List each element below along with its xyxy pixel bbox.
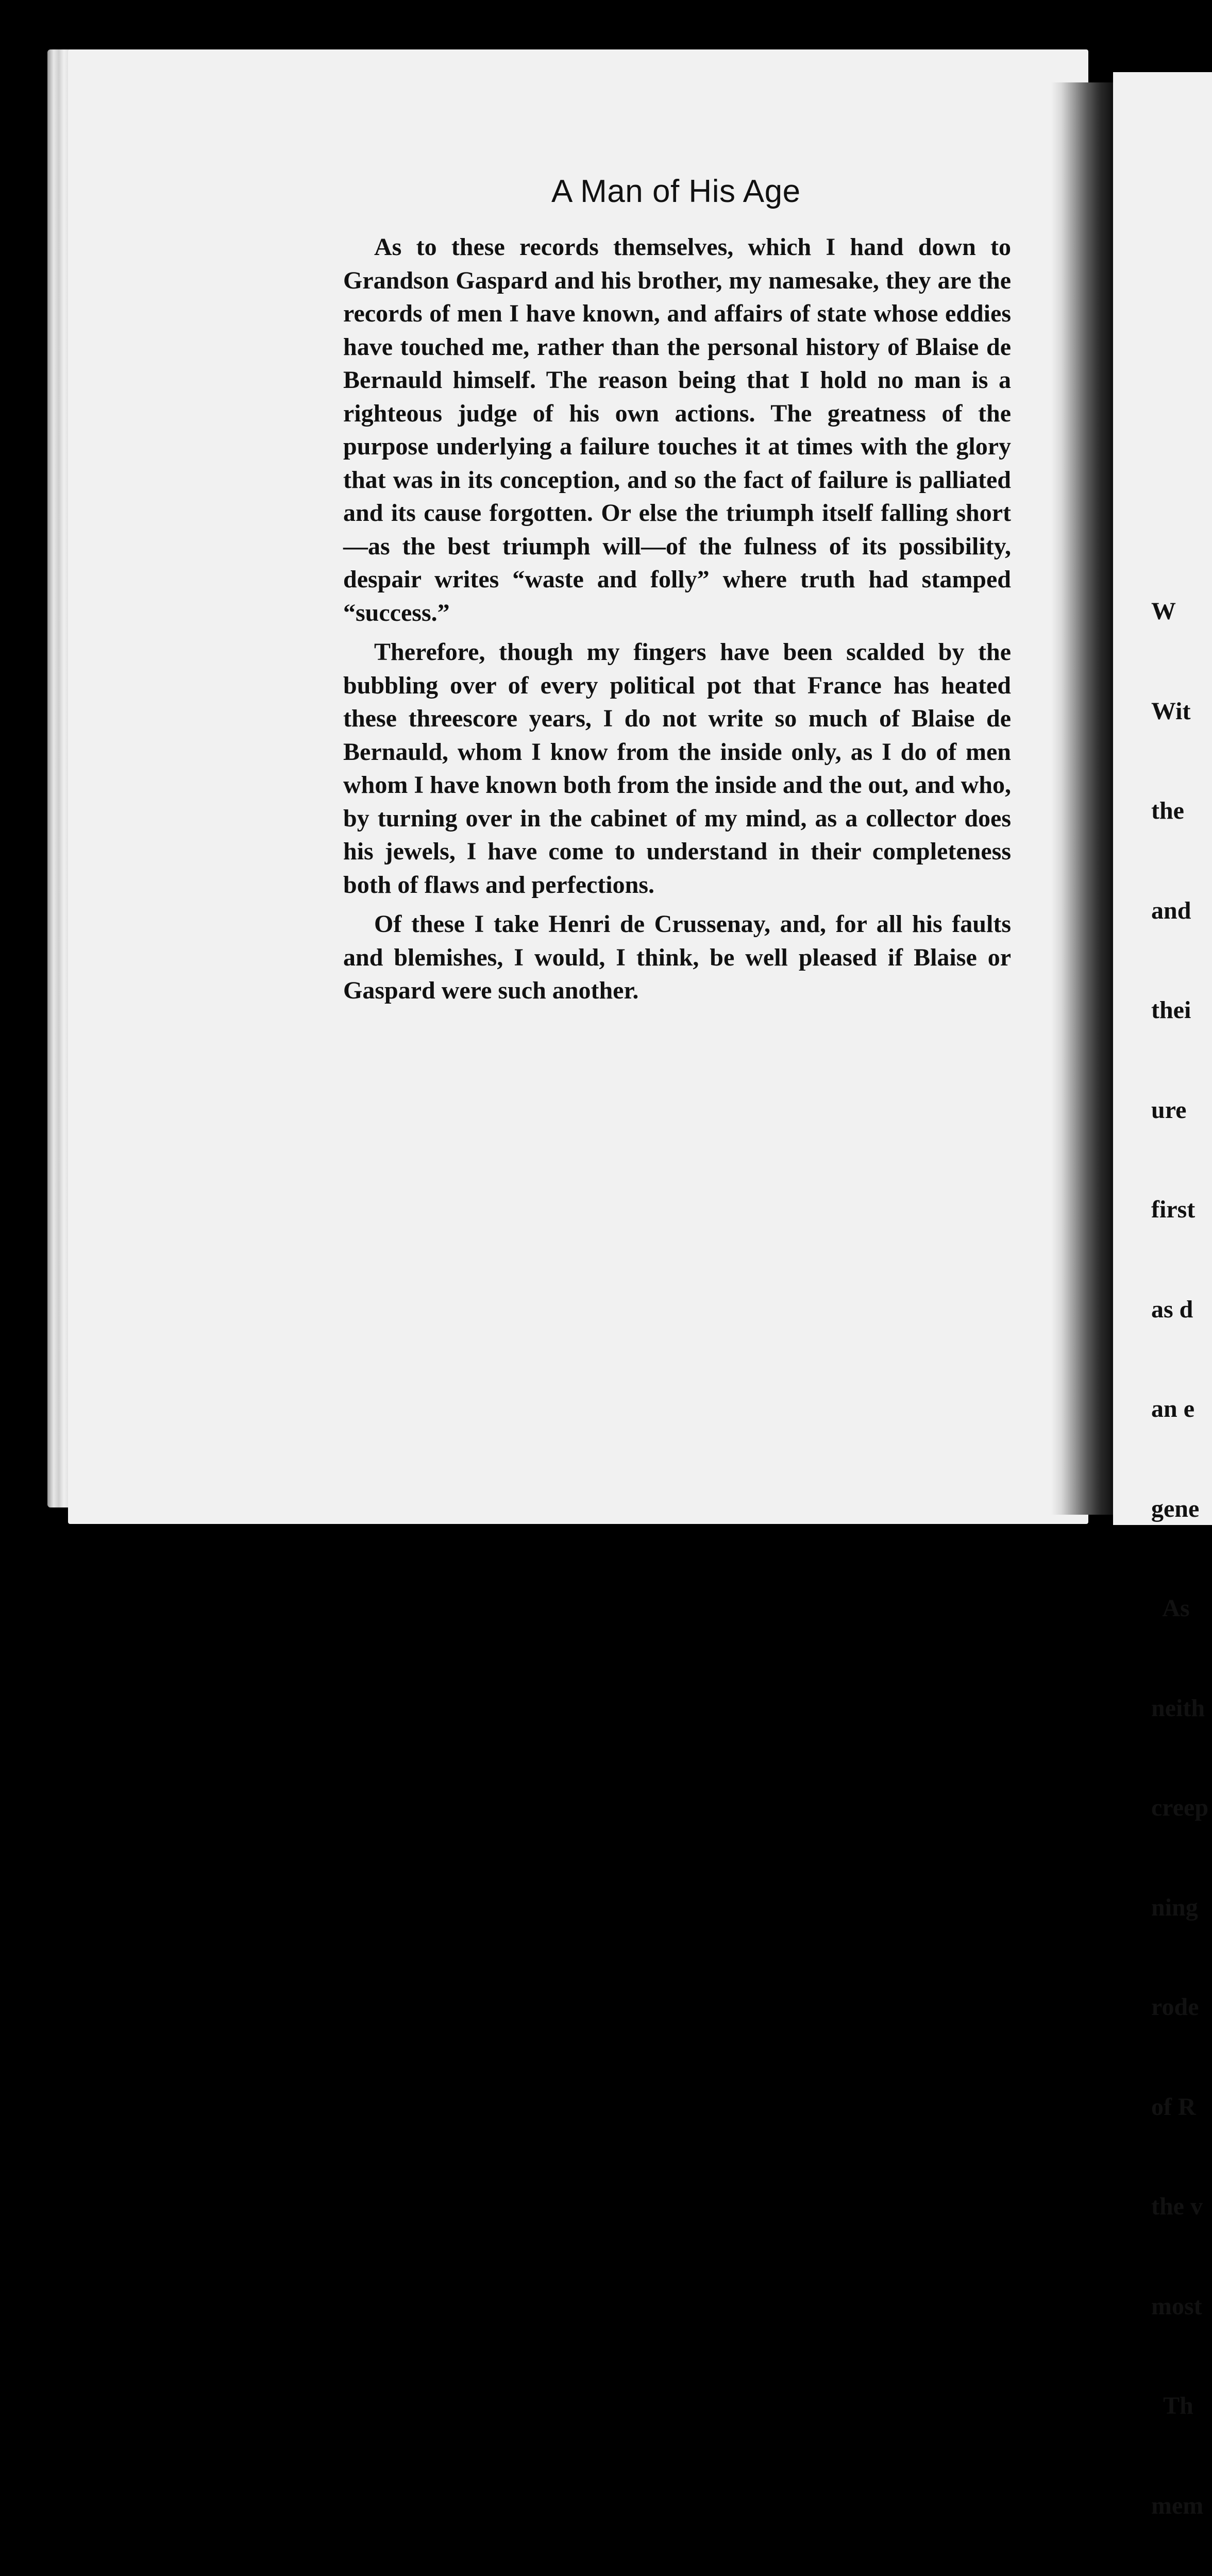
right-line: Th — [1151, 2392, 1193, 2419]
right-line: ning — [1151, 1893, 1198, 1921]
right-line: and — [1151, 896, 1191, 924]
right-line: thei — [1151, 996, 1191, 1024]
right-line: mem — [1151, 2492, 1204, 2519]
right-line: As — [1151, 1595, 1190, 1622]
paragraph-3: Of these I take Henri de Crussenay, and, for all his faults and blemishes, I would, I think, be well pleased if Blaise or Gaspard were such another. — [343, 910, 1011, 1004]
running-head: A Man of His Age — [551, 174, 801, 209]
right-line: as d — [1151, 1295, 1193, 1323]
book-gutter-shadow — [1051, 82, 1113, 1515]
right-line: neith — [1151, 1694, 1205, 1722]
paragraph-1: As to these records themselves, which I hand down to Grandson Gaspard and his brother, my namesake, they are the records of men I have known, and affairs of state whose eddies have touched me, rather than the personal history of Blaise de Bernauld himself. The reason being that I hold no man is a righteous judge of his own actions. The greatness of the purpose underlying a failure touches it at times with the glory that was in its conception, and so the fact of failure is palliated and its cause forgotten. Or else the triumph itself falling short—as the best triumph will—of the fulness of its possibility, despair writes “waste and folly” where truth had stamped “success.” — [343, 233, 1011, 626]
right-line: most — [1151, 2292, 1202, 2320]
paragraph-2: Therefore, though my fingers have been scalded by the bubbling over of every political pot that France has heated these threescore years, I do not write so much of Blaise de Bernauld, whom I know from the inside only, as I do of men whom I have known both from the inside and the out, and who, by turning over in the cabinet of my mind, as a collector does his jewels, I have come to understand in their completeness both of flaws and perfections. — [343, 638, 1011, 899]
right-line: W — [1151, 598, 1176, 625]
right-line: Wit — [1151, 697, 1191, 725]
body-text — [343, 231, 1011, 1014]
right-page-text-fragments — [1151, 529, 1208, 2576]
right-line: first — [1151, 1196, 1196, 1223]
right-line: the v — [1151, 2193, 1203, 2220]
right-line: the — [1151, 797, 1184, 824]
right-line: an e — [1151, 1395, 1194, 1422]
right-line: creep — [1151, 1794, 1209, 1821]
right-line: gene — [1151, 1495, 1200, 1522]
right-line: rode — [1151, 1993, 1199, 2021]
right-line: ure — [1151, 1096, 1187, 1124]
right-line: of R — [1151, 2093, 1196, 2121]
